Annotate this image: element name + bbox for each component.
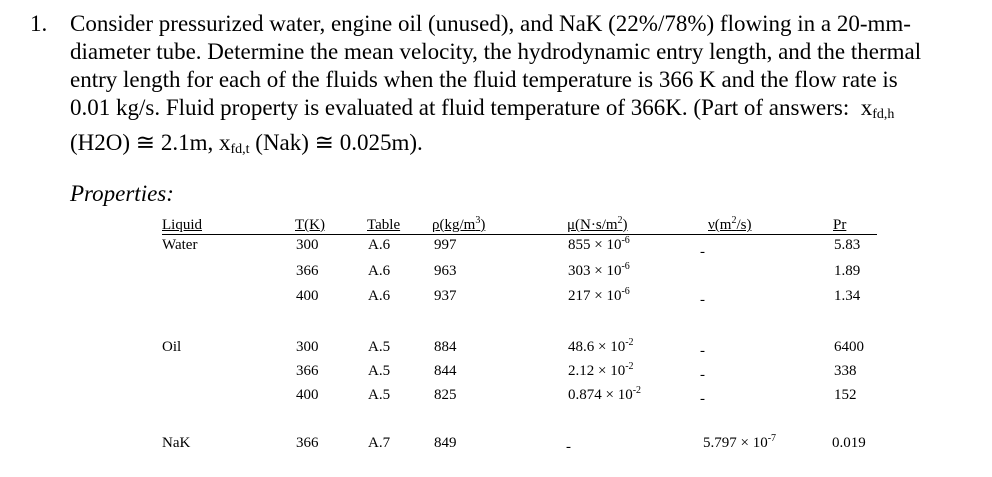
cell-viscosity-value: -	[566, 439, 571, 455]
cell-density: 844	[434, 363, 457, 379]
cell-kinematic-viscosity	[700, 291, 705, 309]
header-viscosity-exponent: 2	[617, 215, 623, 226]
cell-viscosity	[568, 236, 630, 254]
cell-prandtl: 0.019	[832, 435, 866, 451]
header-viscosity-end: )	[622, 217, 628, 233]
cell-density: 849	[434, 435, 457, 451]
cell-temperature: 400	[296, 387, 319, 403]
answer-h-subscript: fd,h	[872, 107, 895, 122]
cell-kinematic-viscosity	[700, 243, 705, 261]
header-kinematic-viscosity-exponent: 2	[731, 215, 737, 226]
cell-viscosity-value: 303 × 10	[568, 263, 622, 279]
cell-table: A.6	[368, 288, 391, 304]
cell-liquid: Water	[162, 237, 198, 253]
cell-viscosity	[568, 362, 634, 380]
header-temperature: T(K)	[295, 217, 325, 233]
cell-table: A.5	[368, 339, 391, 355]
header-kinematic-viscosity	[708, 216, 751, 234]
cell-viscosity	[566, 438, 571, 456]
cell-liquid: NaK	[162, 435, 191, 451]
cell-kinematic-viscosity	[700, 366, 705, 384]
cell-temperature: 300	[296, 237, 319, 253]
cell-kinematic-viscosity-value: 5.797 × 10	[703, 435, 768, 451]
header-density-exponent: 3	[475, 215, 481, 226]
cell-table: A.6	[368, 263, 391, 279]
header-prandtl: Pr	[833, 217, 847, 233]
answer-h-fluid: (H2O)	[70, 130, 131, 155]
cell-kinematic-viscosity-value: -	[700, 391, 705, 407]
cell-viscosity	[568, 262, 630, 280]
header-kinematic-viscosity-end: /s)	[736, 217, 752, 233]
cell-viscosity-value: 48.6 × 10	[568, 339, 626, 355]
cell-prandtl: 1.34	[834, 288, 861, 304]
answer-t-fluid: (Nak)	[255, 130, 309, 155]
problem-number: 1.	[30, 11, 48, 36]
cell-prandtl: 1.89	[834, 263, 861, 279]
cell-viscosity	[568, 386, 641, 404]
answer-h-symbol: x	[860, 95, 873, 120]
cell-temperature: 400	[296, 288, 319, 304]
cell-table: A.5	[368, 387, 391, 403]
problem-text	[70, 10, 975, 164]
answer-t-value: ≅ 0.025m).	[314, 130, 423, 155]
cell-kinematic-viscosity-exponent: -7	[767, 433, 777, 444]
cell-viscosity-exponent: -6	[621, 261, 630, 272]
cell-table: A.6	[368, 237, 391, 253]
cell-viscosity-value: 0.874 × 10	[568, 387, 633, 403]
header-viscosity-text: μ(N·s/m	[567, 217, 618, 233]
cell-liquid: Oil	[162, 339, 182, 355]
header-rule	[162, 234, 877, 235]
cell-viscosity-value: 855 × 10	[568, 237, 622, 253]
cell-viscosity-exponent: -6	[621, 286, 630, 297]
cell-temperature: 366	[296, 263, 319, 279]
problem-line: diameter tube. Determine the mean velocity, the hydrodynamic entry length, and the thermal	[70, 39, 922, 64]
cell-density: 997	[434, 237, 457, 253]
answer-t-symbol: x	[218, 130, 231, 155]
cell-kinematic-viscosity-value: -	[700, 292, 705, 308]
problem-line-text: 0.01 kg/s. Fluid property is evaluated at fluid temperature of 366K. (Part of answers:	[70, 95, 850, 120]
header-liquid: Liquid	[162, 217, 202, 233]
cell-viscosity	[568, 287, 630, 305]
cell-kinematic-viscosity	[703, 434, 776, 452]
cell-temperature: 366	[296, 363, 319, 379]
cell-kinematic-viscosity-value: -	[700, 343, 705, 359]
cell-density: 963	[434, 263, 457, 279]
problem-line: Consider pressurized water, engine oil (unused), and NaK (22%/78%) flowing in a 20-mm-	[70, 11, 911, 36]
header-table: Table	[367, 217, 401, 233]
cell-viscosity	[568, 338, 634, 356]
cell-prandtl: 152	[834, 387, 857, 403]
cell-viscosity-exponent: -2	[625, 361, 634, 372]
cell-viscosity-exponent: -2	[625, 337, 634, 348]
cell-kinematic-viscosity-value: -	[700, 367, 705, 383]
cell-table: A.5	[368, 363, 391, 379]
answer-h-value: ≅ 2.1m,	[135, 130, 214, 155]
cell-kinematic-viscosity-value: -	[700, 244, 705, 260]
answer-t-subscript: fd,t	[230, 142, 250, 157]
header-density-end: )	[480, 217, 486, 233]
cell-viscosity-exponent: -6	[621, 235, 630, 246]
cell-table: A.7	[368, 435, 391, 451]
cell-density: 937	[434, 288, 457, 304]
cell-viscosity-exponent: -2	[632, 385, 642, 396]
problem-statement	[30, 10, 975, 164]
properties-heading: Properties:	[70, 181, 174, 206]
cell-prandtl: 5.83	[834, 237, 861, 253]
cell-temperature: 366	[296, 435, 319, 451]
cell-kinematic-viscosity	[700, 390, 705, 408]
cell-density: 884	[434, 339, 457, 355]
problem-line	[70, 129, 975, 164]
cell-viscosity-value: 2.12 × 10	[568, 363, 626, 379]
problem-line: entry length for each of the fluids when the fluid temperature is 366 K and the flow rate is	[70, 67, 898, 92]
header-kinematic-viscosity-text: ν(m	[708, 217, 732, 233]
cell-density: 825	[434, 387, 457, 403]
cell-viscosity-value: 217 × 10	[568, 288, 622, 304]
cell-kinematic-viscosity	[700, 342, 705, 360]
header-density	[432, 216, 485, 234]
header-density-text: ρ(kg/m	[432, 217, 476, 233]
header-viscosity	[567, 216, 628, 234]
cell-temperature: 300	[296, 339, 319, 355]
problem-line	[70, 94, 975, 129]
cell-prandtl: 6400	[834, 339, 864, 355]
cell-prandtl: 338	[834, 363, 857, 379]
